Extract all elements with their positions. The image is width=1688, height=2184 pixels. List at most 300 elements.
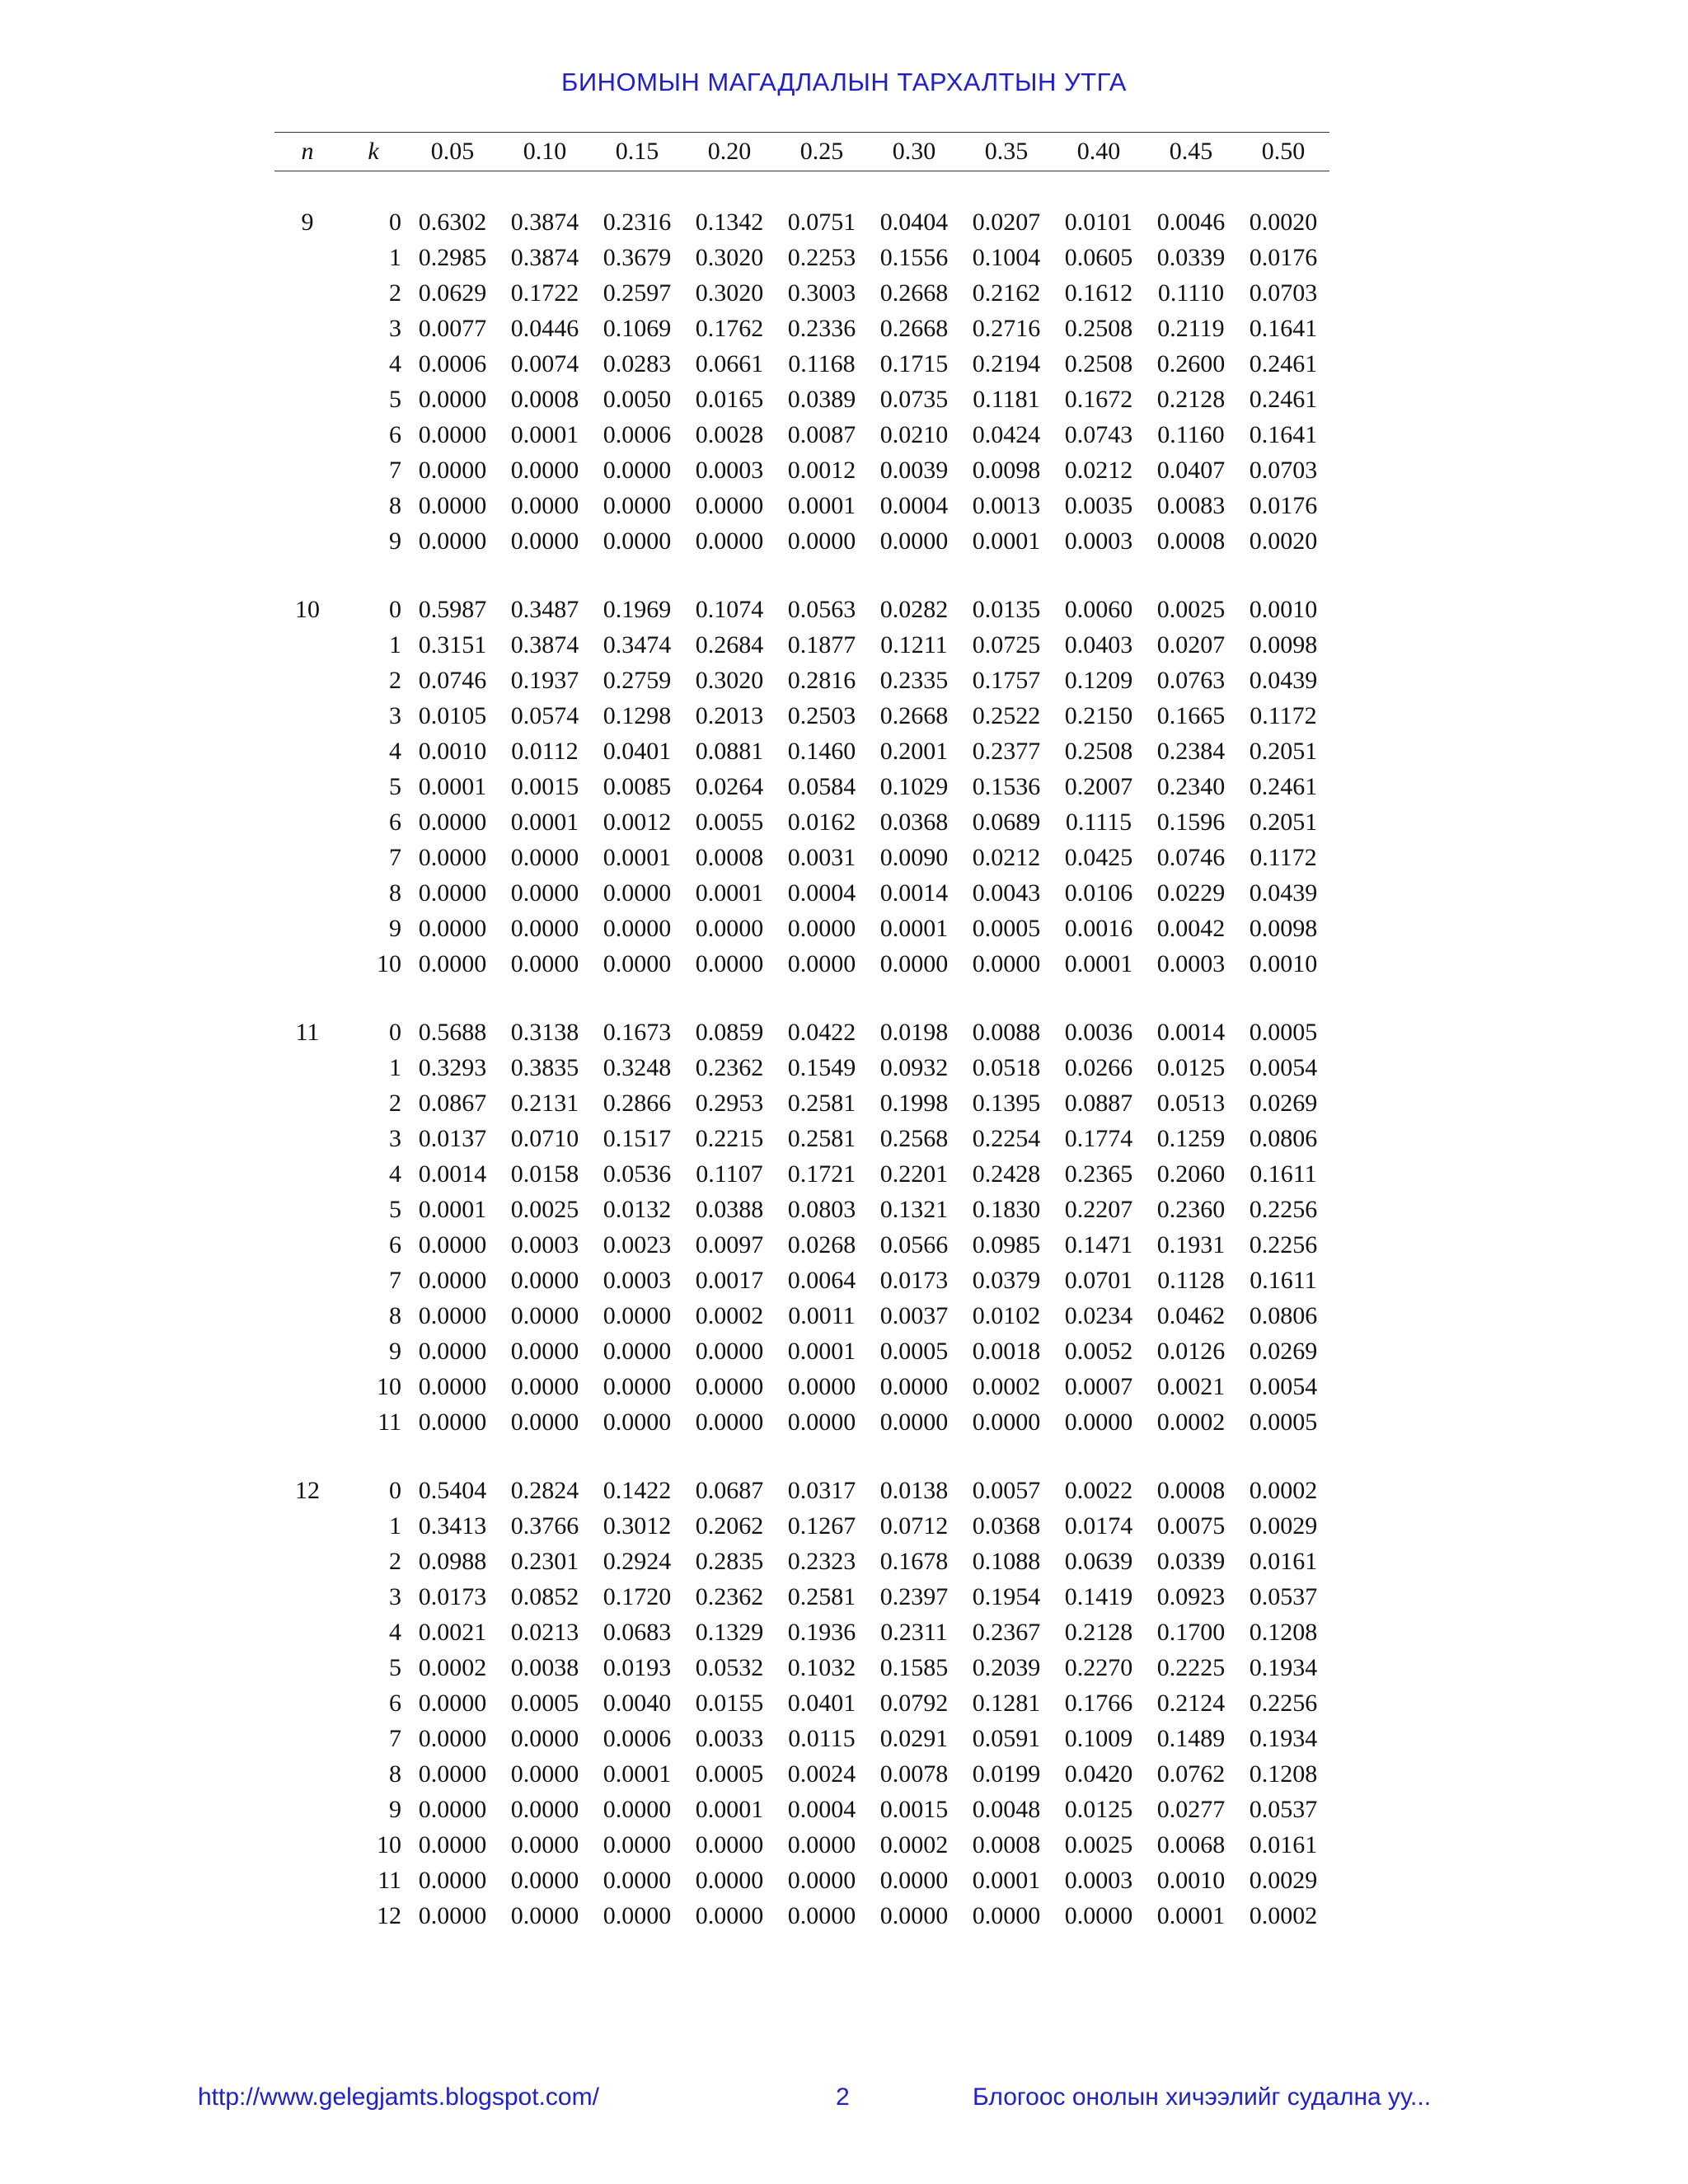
probability-cell: 0.2461 — [1249, 349, 1318, 377]
probability-cell: 0.0001 — [972, 527, 1041, 555]
probability-cell: 0.1471 — [1064, 1230, 1133, 1258]
k-cell: 6 — [389, 808, 401, 836]
probability-cell: 0.0000 — [510, 1795, 579, 1823]
probability-cell: 0.0000 — [603, 1301, 672, 1329]
probability-cell: 0.0212 — [1064, 456, 1133, 484]
probability-cell: 0.0002 — [879, 1830, 949, 1858]
n-cell — [274, 1263, 340, 1298]
probability-cell: 0.0020 — [1249, 208, 1318, 236]
probability-cell: 0.0057 — [972, 1476, 1041, 1504]
probability-cell: 0.0000 — [510, 1760, 579, 1788]
probability-cell: 0.0000 — [510, 1266, 579, 1294]
probability-cell: 0.1489 — [1156, 1724, 1226, 1752]
probability-cell: 0.1422 — [603, 1476, 672, 1504]
probability-cell: 0.0002 — [1249, 1901, 1318, 1929]
header-n: n — [274, 133, 340, 171]
k-cell: 3 — [389, 701, 401, 729]
probability-cell: 0.0035 — [1064, 491, 1133, 519]
probability-cell: 0.2508 — [1064, 314, 1133, 342]
probability-cell: 0.0002 — [1249, 1476, 1318, 1504]
k-cell: 3 — [389, 1124, 401, 1152]
k-cell: 8 — [389, 879, 401, 907]
probability-cell: 0.0000 — [695, 491, 764, 519]
probability-cell: 0.3293 — [418, 1053, 487, 1081]
probability-cell: 0.1611 — [1250, 1160, 1317, 1188]
probability-cell: 0.2953 — [695, 1089, 764, 1117]
probability-cell: 0.1762 — [695, 314, 764, 342]
binomial-table — [274, 132, 1329, 1933]
probability-cell: 0.0746 — [418, 666, 487, 694]
probability-cell: 0.0125 — [1156, 1053, 1226, 1081]
probability-cell: 0.5404 — [418, 1476, 487, 1504]
probability-cell: 0.2225 — [1156, 1653, 1226, 1681]
probability-cell: 0.0003 — [1156, 949, 1226, 977]
probability-cell: 0.0052 — [1064, 1337, 1133, 1365]
probability-cell: 0.0126 — [1156, 1337, 1226, 1365]
probability-cell: 0.0988 — [418, 1547, 487, 1575]
header-p: 0.25 — [776, 133, 868, 171]
probability-cell: 0.0090 — [879, 843, 949, 871]
probability-cell: 0.0000 — [603, 879, 672, 907]
table-row — [274, 1192, 1329, 1227]
probability-cell: 0.0269 — [1249, 1337, 1318, 1365]
probability-cell: 0.2668 — [879, 314, 949, 342]
table-row — [274, 523, 1329, 559]
probability-cell: 0.0001 — [603, 843, 672, 871]
probability-cell: 0.0083 — [1156, 491, 1226, 519]
probability-cell: 0.1298 — [603, 701, 672, 729]
probability-cell: 0.0000 — [879, 1866, 949, 1894]
probability-cell: 0.0537 — [1249, 1795, 1318, 1823]
table-row — [274, 240, 1329, 275]
table-row — [274, 911, 1329, 946]
probability-cell: 0.0407 — [1156, 456, 1226, 484]
k-cell: 12 — [377, 1901, 401, 1929]
n-block — [274, 982, 1329, 1440]
n-cell — [274, 1898, 340, 1933]
probability-cell: 0.0016 — [1064, 914, 1133, 942]
probability-cell: 0.0097 — [695, 1230, 764, 1258]
probability-cell: 0.0106 — [1064, 879, 1133, 907]
probability-cell: 0.0881 — [695, 737, 764, 765]
probability-cell: 0.0000 — [787, 1372, 856, 1400]
n-cell — [274, 840, 340, 875]
probability-cell: 0.0000 — [418, 1760, 487, 1788]
n-cell — [274, 417, 340, 452]
probability-cell: 0.0173 — [879, 1266, 949, 1294]
probability-cell: 0.0000 — [787, 914, 856, 942]
probability-cell: 0.0000 — [418, 1266, 487, 1294]
table-row — [274, 1050, 1329, 1085]
probability-cell: 0.0003 — [510, 1230, 579, 1258]
probability-cell: 0.0000 — [787, 949, 856, 977]
probability-cell: 0.0000 — [1064, 1408, 1133, 1436]
probability-cell: 0.1281 — [972, 1689, 1041, 1717]
probability-cell: 0.0401 — [787, 1689, 856, 1717]
probability-cell: 0.1069 — [603, 314, 672, 342]
probability-cell: 0.0043 — [972, 879, 1041, 907]
probability-cell: 0.1612 — [1064, 279, 1133, 307]
probability-cell: 0.0291 — [879, 1724, 949, 1752]
probability-cell: 0.0000 — [972, 949, 1041, 977]
probability-cell: 0.0932 — [879, 1053, 949, 1081]
probability-cell: 0.2985 — [418, 243, 487, 271]
probability-cell: 0.1641 — [1249, 314, 1318, 342]
probability-cell: 0.0010 — [418, 737, 487, 765]
probability-cell: 0.2128 — [1064, 1618, 1133, 1646]
header-p: 0.15 — [591, 133, 683, 171]
probability-cell: 0.0403 — [1064, 630, 1133, 658]
probability-cell: 0.0125 — [1064, 1795, 1133, 1823]
probability-cell: 0.0132 — [603, 1195, 672, 1223]
probability-cell: 0.0161 — [1249, 1547, 1318, 1575]
probability-cell: 0.0033 — [695, 1724, 764, 1752]
probability-cell: 0.2597 — [603, 279, 672, 307]
probability-cell: 0.2335 — [879, 666, 949, 694]
probability-cell: 0.0005 — [1249, 1408, 1318, 1436]
probability-cell: 0.0008 — [695, 843, 764, 871]
n-cell — [274, 311, 340, 346]
probability-cell: 0.1128 — [1157, 1266, 1225, 1294]
probability-cell: 0.2835 — [695, 1547, 764, 1575]
probability-cell: 0.0000 — [418, 420, 487, 448]
probability-cell: 0.0000 — [510, 1866, 579, 1894]
probability-cell: 0.0000 — [418, 914, 487, 942]
probability-cell: 0.1211 — [880, 630, 948, 658]
probability-cell: 0.0001 — [510, 808, 579, 836]
probability-cell: 0.2522 — [972, 701, 1041, 729]
table-row — [274, 346, 1329, 382]
probability-cell: 0.0040 — [603, 1689, 672, 1717]
table-row — [274, 840, 1329, 875]
k-cell: 7 — [389, 843, 401, 871]
table-row — [274, 1544, 1329, 1579]
probability-cell: 0.0000 — [879, 1901, 949, 1929]
probability-cell: 0.0087 — [787, 420, 856, 448]
table-row — [274, 1615, 1329, 1650]
probability-cell: 0.0746 — [1156, 843, 1226, 871]
k-cell: 8 — [389, 1301, 401, 1329]
probability-cell: 0.1172 — [1250, 843, 1317, 871]
probability-cell: 0.0005 — [695, 1760, 764, 1788]
probability-cell: 0.0000 — [510, 1337, 579, 1365]
n-cell — [274, 1615, 340, 1650]
probability-cell: 0.0000 — [695, 1372, 764, 1400]
probability-cell: 0.2668 — [879, 279, 949, 307]
k-cell: 3 — [389, 1582, 401, 1610]
probability-cell: 0.0368 — [879, 808, 949, 836]
probability-cell: 0.0098 — [972, 456, 1041, 484]
probability-cell: 0.0161 — [1249, 1830, 1318, 1858]
n-cell: 12 — [295, 1476, 320, 1504]
probability-cell: 0.2816 — [787, 666, 856, 694]
probability-cell: 0.0210 — [879, 420, 949, 448]
probability-cell: 0.2316 — [603, 208, 672, 236]
n-block — [274, 171, 1329, 560]
probability-cell: 0.0439 — [1249, 879, 1318, 907]
probability-cell: 0.0010 — [1249, 949, 1318, 977]
probability-cell: 0.0518 — [972, 1053, 1041, 1081]
probability-cell: 0.1611 — [1250, 1266, 1317, 1294]
probability-cell: 0.0000 — [603, 491, 672, 519]
probability-cell: 0.1329 — [695, 1618, 764, 1646]
k-cell: 10 — [377, 1830, 401, 1858]
probability-cell: 0.0234 — [1064, 1301, 1133, 1329]
probability-cell: 0.0725 — [972, 630, 1041, 658]
probability-cell: 0.0000 — [787, 527, 856, 555]
k-cell: 4 — [389, 1618, 401, 1646]
table-row — [274, 1121, 1329, 1156]
probability-cell: 0.2581 — [787, 1124, 856, 1152]
probability-cell: 0.0004 — [787, 879, 856, 907]
probability-cell: 0.0000 — [418, 1230, 487, 1258]
probability-cell: 0.1934 — [1249, 1724, 1318, 1752]
table-row — [274, 804, 1329, 840]
probability-cell: 0.0277 — [1156, 1795, 1226, 1823]
binomial-table-container — [274, 132, 1329, 1933]
probability-cell: 0.0207 — [1156, 630, 1226, 658]
probability-cell: 0.1549 — [787, 1053, 856, 1081]
probability-cell: 0.0174 — [1064, 1511, 1133, 1540]
probability-cell: 0.2062 — [695, 1511, 764, 1540]
k-cell: 5 — [389, 1653, 401, 1681]
probability-cell: 0.0687 — [695, 1476, 764, 1504]
probability-cell: 0.0006 — [418, 349, 487, 377]
probability-cell: 0.0001 — [879, 914, 949, 942]
probability-cell: 0.1931 — [1156, 1230, 1226, 1258]
table-row — [274, 1298, 1329, 1333]
probability-cell: 0.2668 — [879, 701, 949, 729]
probability-cell: 0.0266 — [1064, 1053, 1133, 1081]
table-row — [274, 1333, 1329, 1369]
probability-cell: 0.0002 — [1156, 1408, 1226, 1436]
probability-cell: 0.1029 — [879, 772, 949, 800]
probability-cell: 0.0014 — [879, 879, 949, 907]
probability-cell: 0.3248 — [603, 1053, 672, 1081]
table-row — [274, 1579, 1329, 1615]
probability-cell: 0.0763 — [1156, 666, 1226, 694]
page-title: БИНОМЫН МАГАДЛАЛЫН ТАРХАЛТЫН УТГА — [561, 68, 1127, 96]
probability-cell: 0.2365 — [1064, 1160, 1133, 1188]
probability-cell: 0.0207 — [972, 208, 1041, 236]
probability-cell: 0.1259 — [1156, 1124, 1226, 1152]
probability-cell: 0.1954 — [972, 1582, 1041, 1610]
probability-cell: 0.0213 — [510, 1618, 579, 1646]
probability-cell: 0.1665 — [1156, 701, 1226, 729]
table-row — [274, 311, 1329, 346]
probability-cell: 0.0000 — [1064, 1901, 1133, 1929]
probability-cell: 0.1998 — [879, 1089, 949, 1117]
probability-cell: 0.3487 — [510, 595, 579, 623]
probability-cell: 0.1342 — [695, 208, 764, 236]
probability-cell: 0.2301 — [510, 1547, 579, 1575]
probability-cell: 0.0000 — [510, 879, 579, 907]
probability-cell: 0.3138 — [510, 1018, 579, 1046]
probability-cell: 0.0000 — [603, 949, 672, 977]
table-row — [274, 382, 1329, 417]
probability-cell: 0.0268 — [787, 1230, 856, 1258]
probability-cell: 0.0000 — [695, 1901, 764, 1929]
probability-cell: 0.0000 — [879, 1372, 949, 1400]
probability-cell: 0.1757 — [972, 666, 1041, 694]
probability-cell: 0.0007 — [1064, 1372, 1133, 1400]
probability-cell: 0.3679 — [603, 243, 672, 271]
probability-cell: 0.0039 — [879, 456, 949, 484]
probability-cell: 0.0000 — [879, 527, 949, 555]
probability-cell: 0.2866 — [603, 1089, 672, 1117]
probability-cell: 0.0055 — [695, 808, 764, 836]
table-row — [274, 417, 1329, 452]
probability-cell: 0.2119 — [1157, 314, 1225, 342]
probability-cell: 0.1172 — [1250, 701, 1317, 729]
probability-cell: 0.1936 — [787, 1618, 856, 1646]
probability-cell: 0.1596 — [1156, 808, 1226, 836]
n-cell — [274, 804, 340, 840]
probability-cell: 0.0446 — [510, 314, 579, 342]
probability-cell: 0.2924 — [603, 1547, 672, 1575]
table-row — [274, 875, 1329, 911]
n-cell — [274, 1863, 340, 1898]
table-row — [274, 1156, 1329, 1192]
probability-cell: 0.0000 — [603, 456, 672, 484]
n-cell — [274, 1650, 340, 1685]
k-cell: 5 — [389, 772, 401, 800]
table-row — [274, 1685, 1329, 1721]
probability-cell: 0.0701 — [1064, 1266, 1133, 1294]
probability-cell: 0.1721 — [787, 1160, 856, 1188]
n-cell — [274, 911, 340, 946]
probability-cell: 0.2397 — [879, 1582, 949, 1610]
k-cell: 5 — [389, 385, 401, 413]
n-cell — [274, 1298, 340, 1333]
probability-cell: 0.2254 — [972, 1124, 1041, 1152]
probability-cell: 0.1419 — [1064, 1582, 1133, 1610]
k-cell: 1 — [389, 1053, 401, 1081]
probability-cell: 0.0017 — [695, 1266, 764, 1294]
probability-cell: 0.0584 — [787, 772, 856, 800]
probability-cell: 0.0165 — [695, 385, 764, 413]
probability-cell: 0.2581 — [787, 1089, 856, 1117]
probability-cell: 0.2131 — [510, 1089, 579, 1117]
k-cell: 0 — [389, 1476, 401, 1504]
probability-cell: 0.1720 — [603, 1582, 672, 1610]
probability-cell: 0.0050 — [603, 385, 672, 413]
table-row — [274, 733, 1329, 769]
probability-cell: 0.0000 — [510, 491, 579, 519]
probability-cell: 0.0710 — [510, 1124, 579, 1152]
probability-cell: 0.6302 — [418, 208, 487, 236]
k-cell: 11 — [377, 1408, 401, 1436]
probability-cell: 0.2581 — [787, 1582, 856, 1610]
n-cell — [274, 1685, 340, 1721]
probability-cell: 0.0000 — [603, 1795, 672, 1823]
probability-cell: 0.2128 — [1156, 385, 1226, 413]
k-cell: 10 — [377, 1372, 401, 1400]
probability-cell: 0.0004 — [879, 491, 949, 519]
probability-cell: 0.0000 — [603, 1901, 672, 1929]
probability-cell: 0.2215 — [695, 1124, 764, 1152]
n-cell — [274, 769, 340, 804]
probability-cell: 0.0000 — [510, 914, 579, 942]
probability-cell: 0.0000 — [510, 843, 579, 871]
probability-cell: 0.3874 — [510, 208, 579, 236]
probability-cell: 0.2007 — [1064, 772, 1133, 800]
probability-cell: 0.0000 — [510, 1408, 579, 1436]
n-cell — [274, 1756, 340, 1792]
probability-cell: 0.2360 — [1156, 1195, 1226, 1223]
probability-cell: 0.0000 — [418, 843, 487, 871]
probability-cell: 0.0000 — [418, 1408, 487, 1436]
probability-cell: 0.1678 — [879, 1547, 949, 1575]
probability-cell: 0.0000 — [418, 1866, 487, 1894]
probability-cell: 0.2824 — [510, 1476, 579, 1504]
probability-cell: 0.3151 — [418, 630, 487, 658]
k-cell: 6 — [389, 1230, 401, 1258]
k-cell: 7 — [389, 456, 401, 484]
probability-cell: 0.0003 — [1064, 527, 1133, 555]
probability-cell: 0.2270 — [1064, 1653, 1133, 1681]
probability-cell: 0.0317 — [787, 1476, 856, 1504]
n-cell — [274, 733, 340, 769]
table-row — [274, 698, 1329, 733]
probability-cell: 0.0162 — [787, 808, 856, 836]
footer-link[interactable]: http://www.gelegjamts.blogspot.com/ — [198, 2083, 599, 2111]
header-p: 0.45 — [1145, 133, 1237, 171]
probability-cell: 0.0000 — [418, 808, 487, 836]
probability-cell: 0.0198 — [879, 1018, 949, 1046]
k-cell: 7 — [389, 1724, 401, 1752]
probability-cell: 0.1536 — [972, 772, 1041, 800]
table-row — [274, 171, 1329, 241]
probability-cell: 0.0078 — [879, 1760, 949, 1788]
n-cell — [274, 1508, 340, 1544]
probability-cell: 0.0000 — [510, 1372, 579, 1400]
k-cell: 0 — [389, 595, 401, 623]
k-cell: 9 — [389, 914, 401, 942]
probability-cell: 0.2256 — [1249, 1195, 1318, 1223]
probability-cell: 0.0566 — [879, 1230, 949, 1258]
probability-cell: 0.0001 — [787, 1337, 856, 1365]
probability-cell: 0.0001 — [603, 1760, 672, 1788]
probability-cell: 0.1321 — [879, 1195, 949, 1223]
probability-cell: 0.1208 — [1249, 1760, 1318, 1788]
probability-cell: 0.0703 — [1249, 279, 1318, 307]
probability-cell: 0.0339 — [1156, 243, 1226, 271]
header-p: 0.05 — [406, 133, 499, 171]
probability-cell: 0.0000 — [418, 1372, 487, 1400]
probability-cell: 0.0085 — [603, 772, 672, 800]
probability-cell: 0.0008 — [1156, 1476, 1226, 1504]
probability-cell: 0.0013 — [972, 491, 1041, 519]
probability-cell: 0.0923 — [1156, 1582, 1226, 1610]
probability-cell: 0.2600 — [1156, 349, 1226, 377]
probability-cell: 0.2194 — [972, 349, 1041, 377]
probability-cell: 0.0054 — [1249, 1053, 1318, 1081]
probability-cell: 0.0985 — [972, 1230, 1041, 1258]
header-p: 0.50 — [1237, 133, 1329, 171]
probability-cell: 0.0859 — [695, 1018, 764, 1046]
k-cell: 2 — [389, 1547, 401, 1575]
header-row — [274, 133, 1329, 171]
probability-cell: 0.2428 — [972, 1160, 1041, 1188]
n-cell — [274, 875, 340, 911]
n-cell: 9 — [301, 208, 314, 236]
probability-cell: 0.0401 — [603, 737, 672, 765]
probability-cell: 0.0000 — [695, 1830, 764, 1858]
probability-cell: 0.3835 — [510, 1053, 579, 1081]
probability-cell: 0.3413 — [418, 1511, 487, 1540]
probability-cell: 0.0000 — [418, 456, 487, 484]
